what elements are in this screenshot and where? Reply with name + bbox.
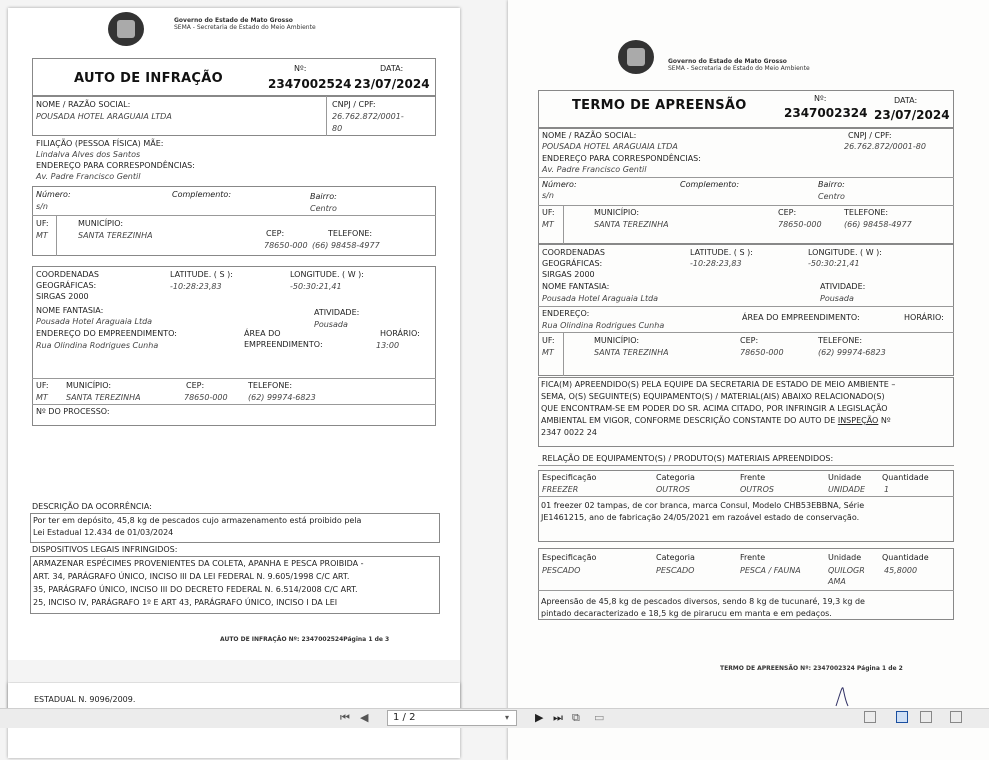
longitude-label: LONGITUDE. ( W ): — [290, 270, 364, 279]
gov-header — [668, 58, 810, 72]
item-categoria-header: Categoria — [656, 473, 695, 482]
previous-page-icon[interactable]: ◀ — [360, 711, 369, 724]
gov-header — [174, 17, 316, 31]
cep2-label: CEP: — [186, 381, 205, 390]
item-desc-line-1: Apreensão de 45,8 kg de pescados diversos, sendo 8 kg de tucunaré, 19,3 kg de — [541, 597, 865, 606]
coord-label-3: SIRGAS 2000 — [36, 292, 89, 301]
item-espec-header: Especificação — [542, 553, 597, 562]
doc-title: TERMO DE APREENSÃO — [572, 98, 747, 113]
dispositivos-line-4: 25, INCISO IV, PARÁGRAFO 1º E ART 43, PARÁGRAFO ÚNICO, INCISO I DA LEI — [33, 598, 338, 607]
area-label-1: ÁREA DO — [244, 329, 281, 338]
telefone-label: TELEFONE: — [844, 208, 889, 217]
processo-label: Nº DO PROCESSO: — [36, 407, 110, 416]
page-dropdown-chevron-icon[interactable]: ▾ — [505, 713, 510, 722]
filiacao-value: Lindalva Alves dos Santos — [36, 150, 141, 159]
atividade-label: ATIVIDADE: — [314, 308, 360, 317]
date-value: 23/07/2024 — [874, 108, 950, 122]
telefone2-label: TELEFONE: — [818, 336, 863, 345]
uf2-label: UF: — [36, 381, 49, 390]
numero-label: Número: — [542, 180, 577, 189]
item-desc-line-2: JE1461215, ano de fabricação 24/05/2021 em razoável estado de conservação. — [541, 513, 860, 522]
dispositivos-label: DISPOSITIVOS LEGAIS INFRINGIDOS: — [32, 545, 178, 554]
cnpj-value: 26.762.872/0001-80 — [844, 142, 926, 151]
item-unidade-cont: AMA — [828, 577, 846, 586]
cnpj-label: CNPJ / CPF: — [848, 131, 892, 140]
municipio-value: SANTA TEREZINHA — [594, 220, 669, 229]
latitude-value: -10:28:23,83 — [690, 259, 742, 268]
page-footer: TERMO DE APREENSÃO Nº: 2347002324 Página 1 de 2 — [720, 665, 903, 672]
item-unidade: QUILOGR — [828, 566, 865, 575]
cnpj-value-cont: 80 — [332, 124, 343, 133]
item-quantidade-header: Quantidade — [882, 473, 929, 482]
item-frente: OUTROS — [740, 485, 774, 494]
complemento-label: Complemento: — [680, 180, 740, 189]
endereco-emp-label: ENDEREÇO: — [542, 309, 590, 318]
longitude-label: LONGITUDE. ( W ): — [808, 248, 882, 257]
uf-label: UF: — [36, 219, 49, 228]
cnpj-value: 26.762.872/0001- — [332, 112, 404, 121]
number-value: 2347002324 — [784, 106, 868, 120]
municipio2-label: MUNICÍPIO: — [594, 336, 640, 345]
fica-line-5: 2347 0022 24 — [541, 428, 597, 437]
municipio2-value: SANTA TEREZINHA — [66, 393, 141, 402]
uf2-label: UF: — [542, 336, 555, 345]
page-number-input[interactable]: 1 / 2 — [387, 710, 517, 726]
telefone-value: (66) 98458-4977 — [312, 241, 380, 250]
numero-value: s/n — [36, 202, 48, 211]
next-page-icon[interactable]: ▶ — [535, 711, 544, 724]
nome-value: POUSADA HOTEL ARAGUAIA LTDA — [542, 142, 678, 151]
fica-line-2: SEMA, O(S) SEGUINTE(S) EQUIPAMENTO(S) / MATERIAL(AIS) ABAIXO RELACIONADO(S) — [541, 392, 885, 401]
number-value: 2347002524 — [268, 77, 352, 91]
endereco-emp-value: Rua Olindina Rodrigues Cunha — [542, 321, 665, 330]
telefone-value: (66) 98458-4977 — [844, 220, 912, 229]
atividade-value: Pousada — [314, 320, 348, 329]
endereco-value: Av. Padre Francisco Gentil — [36, 172, 141, 181]
cep2-value: 78650-000 — [740, 348, 784, 357]
bairro-value: Centro — [818, 192, 845, 201]
cep-value: 78650-000 — [264, 241, 308, 250]
item-categoria: OUTROS — [656, 485, 690, 494]
item-quantidade: 1 — [884, 485, 890, 494]
horario-value: 13:00 — [376, 341, 400, 350]
fica-line-1: FICA(M) APREENDIDO(S) PELA EQUIPE DA SECRETARIA DE ESTADO DE MEIO AMBIENTE – — [541, 380, 896, 389]
gov-title: Governo do Estado de Mato Grosso — [668, 58, 787, 65]
bairro-label: Bairro: — [310, 192, 337, 201]
endereco-emp-label: ENDEREÇO DO EMPREENDIMENTO: — [36, 329, 177, 338]
date-label: DATA: — [894, 96, 918, 105]
endereco-emp-value: Rua Olindina Rodrigues Cunha — [36, 341, 159, 350]
item-quantidade: 45,8000 — [884, 566, 918, 575]
cep-value: 78650-000 — [778, 220, 822, 229]
item-espec-header: Especificação — [542, 473, 597, 482]
municipio-label: MUNICÍPIO: — [78, 219, 124, 228]
item-frente-header: Frente — [740, 553, 766, 562]
longitude-value: -50:30:21,41 — [290, 282, 342, 291]
uf2-value: MT — [542, 348, 554, 357]
signature-mark-icon — [834, 684, 850, 708]
item-desc-line-2: pintado decaracterizado e 18,5 kg de pirarucu em manta e em pedaços. — [541, 609, 832, 618]
item-espec: PESCADO — [542, 566, 581, 575]
item-frente: PESCA / FAUNA — [740, 566, 801, 575]
telefone2-label: TELEFONE: — [248, 381, 293, 390]
item-categoria-header: Categoria — [656, 553, 695, 562]
item-espec: FREEZER — [542, 485, 579, 494]
right-document-page — [508, 0, 989, 760]
area-label: ÁREA DO EMPREENDIMENTO: — [742, 313, 860, 322]
fica-line-3: QUE ENCONTRAM-SE EM PODER DO SR. ACIMA CITADO, POR INFRINGIR A LEGISLAÇÃO — [541, 404, 888, 413]
bairro-label: Bairro: — [818, 180, 845, 189]
telefone2-value: (62) 99974-6823 — [248, 393, 316, 402]
coord-label-2: GEOGRÁFICAS: — [542, 259, 603, 268]
descricao-line-1: Por ter em depósito, 45,8 kg de pescados cujo armazenamento está proibido pela — [33, 516, 362, 525]
atividade-value: Pousada — [820, 294, 854, 303]
bairro-value: Centro — [310, 204, 337, 213]
date-label: DATA: — [380, 64, 404, 73]
fit-width-icon[interactable]: ▭ — [594, 711, 605, 724]
latitude-label: LATITUDE. ( S ): — [170, 270, 233, 279]
cnpj-label: CNPJ / CPF: — [332, 100, 376, 109]
item-unidade-header: Unidade — [828, 553, 862, 562]
continuous-view-icon[interactable] — [896, 711, 908, 723]
uf-label: UF: — [542, 208, 555, 217]
coord-label-1: COORDENADAS — [542, 248, 605, 257]
item-unidade-header: Unidade — [828, 473, 862, 482]
area-label-2: EMPREENDIMENTO: — [244, 340, 323, 349]
single-page-view-icon[interactable] — [864, 711, 876, 723]
municipio-label: MUNICÍPIO: — [594, 208, 640, 217]
nome-label: NOME / RAZÃO SOCIAL: — [542, 131, 637, 140]
state-crest-icon — [108, 12, 144, 46]
gov-subtitle: SEMA - Secretaria de Estado do Meio Ambiente — [668, 65, 810, 72]
atividade-label: ATIVIDADE: — [820, 282, 866, 291]
telefone2-value: (62) 99974-6823 — [818, 348, 886, 357]
longitude-value: -50:30:21,41 — [808, 259, 860, 268]
uf2-value: MT — [36, 393, 48, 402]
next-page-text: ESTADUAL N. 9096/2009. — [34, 695, 136, 704]
first-page-icon[interactable]: ⏮ — [340, 711, 350, 724]
state-crest-icon — [618, 40, 654, 74]
item-frente-header: Frente — [740, 473, 766, 482]
filiacao-label: FILIAÇÃO (PESSOA FÍSICA) MÃE: — [36, 139, 164, 148]
endereco-label: ENDEREÇO PARA CORRESPONDÊNCIAS: — [36, 161, 195, 170]
dispositivos-line-3: 35, PARÁGRAFO ÚNICO, INCISO III DO DECRETO FEDERAL N. 6.514/2008 C/C ART. — [33, 585, 358, 594]
doc-title: AUTO DE INFRAÇÃO — [74, 71, 223, 86]
gov-subtitle: SEMA - Secretaria de Estado do Meio Ambiente — [174, 24, 316, 31]
complemento-label: Complemento: — [172, 190, 232, 199]
municipio2-label: MUNICÍPIO: — [66, 381, 112, 390]
left-document-page — [8, 8, 460, 758]
date-value: 23/07/2024 — [354, 77, 430, 91]
dispositivos-line-2: ART. 34, PARÁGRAFO ÚNICO, INCISO III DA LEI FEDERAL N. 9.605/1998 C/C ART. — [33, 572, 350, 581]
endereco-value: Av. Padre Francisco Gentil — [542, 165, 647, 174]
fica-line-4: AMBIENTAL EM VIGOR, CONFORME DESCRIÇÃO CONSTANTE DO AUTO DE INSPEÇÃO Nº — [541, 416, 891, 425]
dispositivos-line-1: ARMAZENAR ESPÉCIMES PROVENIENTES DA COLETA, APANHA E PESCA PROIBIDA - — [33, 559, 364, 568]
cep-label: CEP: — [266, 229, 285, 238]
fantasia-label: NOME FANTASIA: — [36, 306, 104, 315]
nome-value: POUSADA HOTEL ARAGUAIA LTDA — [36, 112, 172, 121]
number-label: Nº: — [814, 94, 827, 103]
descricao-label: DESCRIÇÃO DA OCORRÊNCIA: — [32, 502, 152, 511]
uf-value: MT — [36, 231, 48, 240]
municipio2-value: SANTA TEREZINHA — [594, 348, 669, 357]
item-unidade: UNIDADE — [828, 485, 866, 494]
item-categoria: PESCADO — [656, 566, 695, 575]
telefone-label: TELEFONE: — [328, 229, 373, 238]
page-footer: AUTO DE INFRAÇÃO Nº: 2347002524Página 1 de 3 — [220, 636, 390, 643]
item-desc-line-1: 01 freezer 02 tampas, de cor branca, marca Consul, Modelo CHB53EBBNA, Série — [541, 501, 865, 510]
municipio-value: SANTA TEREZINHA — [78, 231, 153, 240]
two-page-continuous-view-icon[interactable] — [950, 711, 962, 723]
last-page-icon[interactable]: ⏭ — [553, 711, 563, 724]
two-page-view-icon[interactable] — [920, 711, 932, 723]
fit-page-icon[interactable]: ⧉ — [572, 711, 580, 724]
coord-label-1: COORDENADAS — [36, 270, 99, 279]
descricao-line-2: Lei Estadual 12.434 de 01/03/2024 — [33, 528, 174, 537]
numero-value: s/n — [542, 191, 554, 200]
horario-label: HORÁRIO: — [904, 313, 944, 322]
cep2-label: CEP: — [740, 336, 759, 345]
numero-label: Número: — [36, 190, 71, 199]
latitude-label: LATITUDE. ( S ): — [690, 248, 753, 257]
coord-label-2: GEOGRÁFICAS: — [36, 281, 97, 290]
fantasia-value: Pousada Hotel Araguaia Ltda — [542, 294, 659, 303]
cep-label: CEP: — [778, 208, 797, 217]
uf-value: MT — [542, 220, 554, 229]
nome-label: NOME / RAZÃO SOCIAL: — [36, 100, 131, 109]
coord-label-3: SIRGAS 2000 — [542, 270, 595, 279]
latitude-value: -10:28:23,83 — [170, 282, 222, 291]
fantasia-label: NOME FANTASIA: — [542, 282, 610, 291]
endereco-label: ENDEREÇO PARA CORRESPONDÊNCIAS: — [542, 154, 701, 163]
relacao-label: RELAÇÃO DE EQUIPAMENTO(S) / PRODUTO(S) MATERIAIS APREENDIDOS: — [542, 454, 834, 463]
number-label: Nº: — [294, 64, 307, 73]
fantasia-value: Pousada Hotel Araguaia Ltda — [36, 317, 153, 326]
gov-title: Governo do Estado de Mato Grosso — [174, 17, 293, 24]
cep2-value: 78650-000 — [184, 393, 228, 402]
horario-label: HORÁRIO: — [380, 329, 420, 338]
item-quantidade-header: Quantidade — [882, 553, 929, 562]
